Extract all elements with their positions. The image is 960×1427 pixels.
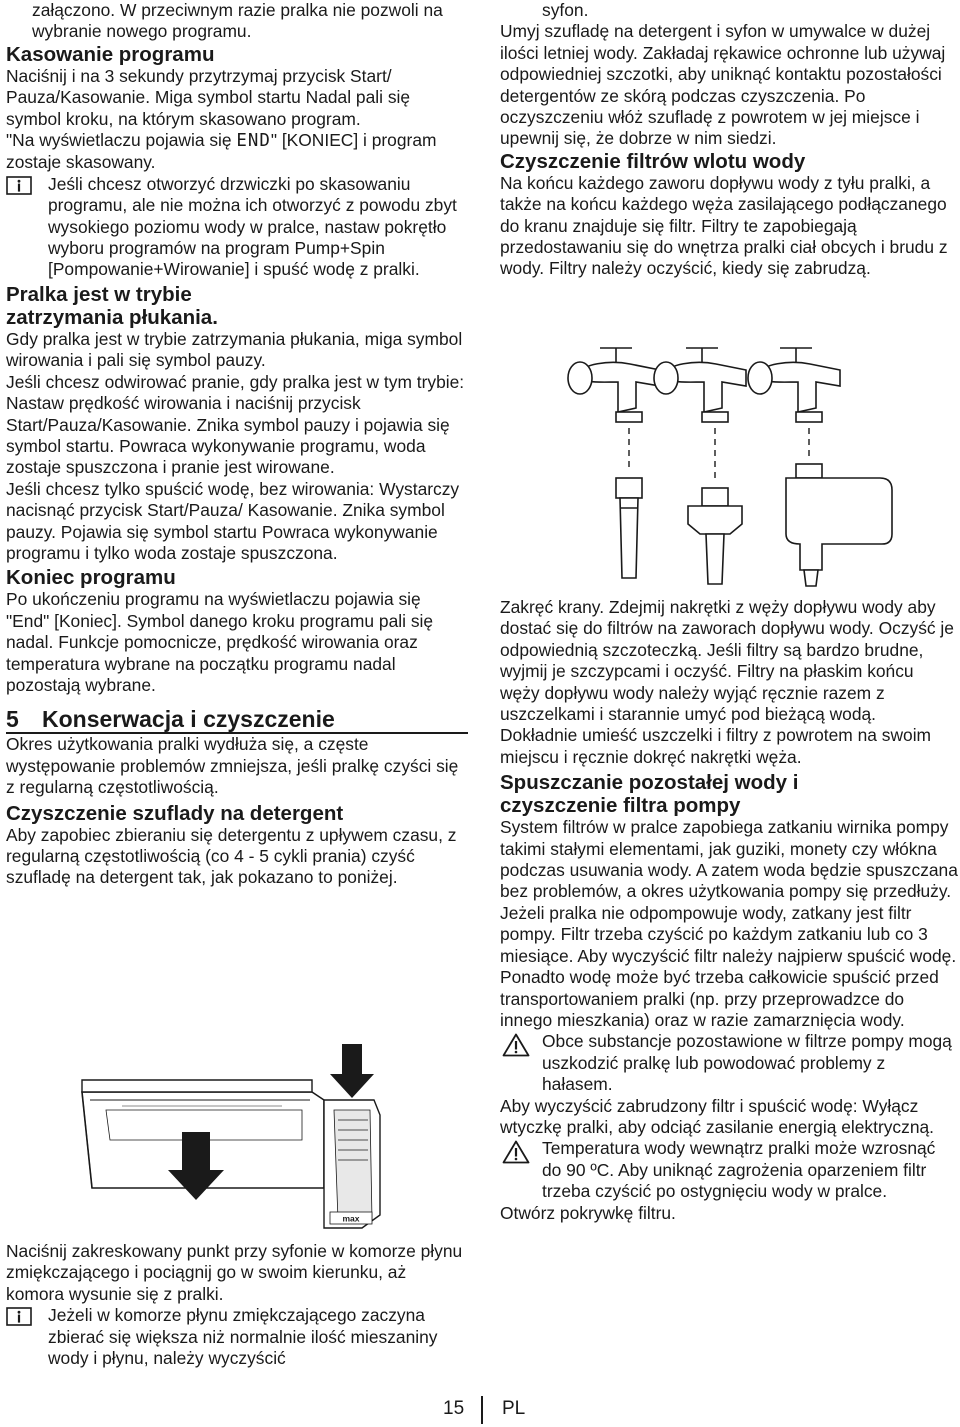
rinse-text-4: Jeśli chcesz tylko spuścić wodę, bez wirowania: Wystarczy nacisnąć przycisk Start/Pauza/ Kasowanie. Znika symbol pauzy. Pojawia się symbol startu Powraca wykonywanie programu i tylko woda zostaje spuszczona. xyxy=(6,478,460,563)
warning-icon xyxy=(502,1140,530,1164)
rinse-text-3: Nastaw prędkość wirowania i naciśnij przycisk Start/Pauza/Kasowanie. Znika symbol pauzy i pojawia się symbol startu. Powraca wykonywanie programu, woda zostaje spuszczona i pranie jest wirowane. xyxy=(6,393,450,478)
left-column xyxy=(6,0,468,889)
rinse-text-2: Jeśli chcesz odwirować pranie, gdy pralka jest w tym trybie: xyxy=(6,371,465,392)
info-note-siphon xyxy=(6,1305,468,1369)
info-icon xyxy=(6,1307,32,1326)
info-icon xyxy=(6,176,32,195)
heading-inlet-filters: Czyszczenie filtrów wlotu wody xyxy=(500,149,806,173)
unplug-text: Aby wyczyścić zabrudzony filtr i spuścić wodę: Wyłącz wtyczkę pralki, aby odciąć zasilanie energią elektryczną. xyxy=(500,1095,935,1137)
drawer-text: Aby zapobiec zbieraniu się detergentu z upływem czasu, z regularną częstotliwością (co 4 - 5 cykli prania) czyść szufladę na detergent tak, jak pokazano to poniżej. xyxy=(6,824,457,888)
intro-text: załączono. W przeciwnym razie pralka nie pozwoli na wybranie nowego programu. xyxy=(32,0,443,42)
section-number: 5 xyxy=(6,706,19,733)
pump-text-2: Jeżeli pralka nie odpompowuje wody, zatkany jest filtr pompy. Filtr trzeba czyścić po każdym zatkaniu lub co 3 miesiące. Aby wyczyścić filtr należy najpierw spuścić wodę. xyxy=(500,902,957,966)
drawer-figure xyxy=(62,1040,452,1240)
note-siphon-text: Jeżeli w komorze płynu zmiękczającego zaczyna zbierać się większa niż normalnie ilość mieszaniny wody i płynu, należy wyczyścić xyxy=(48,1305,438,1369)
cancel-text-2: "Na wyświetlaczu pojawia się END" [KONIEC] i program zostaje skasowany. xyxy=(6,130,437,173)
heading-pump-filter: Spuszczanie pozostałej wody i czyszczenie filtra pompy xyxy=(500,771,799,818)
heading-drawer-cleaning: Czyszczenie szuflady na detergent xyxy=(6,801,344,825)
note-cancel-text: Jeśli chcesz otworzyć drzwiczki po skasowaniu programu, ale nie można ich otworzyć z powodu zbyt wysokiego poziomu wody w pralce, nastaw pokrętło wyboru programów na program Pump+Spin [Pompowanie+Wirowanie] i spuść wodę z pralki. xyxy=(48,173,457,280)
section-5-intro: Okres użytkowania pralki wydłuża się, a częste występowanie problemów zmniejsza, jeśli pralkę czyści się z regularną częstotliwością. xyxy=(6,734,459,798)
warning-icon xyxy=(502,1033,530,1057)
left-column-bottom xyxy=(6,1241,468,1369)
siphon-continued: syfon. xyxy=(542,0,589,20)
taps-text: Zakręć krany. Zdejmij nakrętki z węży dopływu wody aby dostać się do filtrów na zaworach dopływu wody. Oczyść je odpowiednią szczoteczką. Jeśli filtry są bardzo brudne, wyjmij je szczypcami i oczyść. Filtry na płaskim końcu węży dopływu wody należy wyjąć ręcznie razem z uszczelkami i starannie umyć pod bieżącą wodą. Dokładnie umieść uszczelki i filtry z powrotem na swoim miejscu i ręcznie dokręć nakrętki węża. xyxy=(500,597,954,767)
filters-text: Na końcu każdego zaworu dopływu wody z tyłu pralki, a także na końcu każdego węża zasilającego podłączanego do kranu znajduje się filtr. Filtry te zapobiegają przedostawaniu się do wnętrza pralki ciał obcych i brudu z wody. Filtry należy oczyścić, kiedy się zabrudzą. xyxy=(500,172,948,279)
pump-text-3: Ponadto wodę może być trzeba całkowicie spuścić przed transportowaniem pralki (np. przy przeprowadzce do innego mieszkania) oraz w razie zamarznięcia wody. xyxy=(500,967,939,1030)
section-5-heading xyxy=(6,706,468,734)
footer-divider xyxy=(481,1396,483,1424)
rinse-text-1: Gdy pralka jest w trybie zatrzymania płukania, miga symbol wirowania i pali się symbol pauzy. xyxy=(6,328,463,371)
right-column-bottom xyxy=(500,597,958,1224)
taps-figure xyxy=(560,338,900,590)
end-text: Po ukończeniu programu na wyświetlaczu pojawia się "End" [Koniec]. Symbol danego kroku programu pali się nadal. Funkcje pomocnicze, prędkość wirowania oraz temperatura wybrane na początku programu nadal pozostają wybrane. xyxy=(6,589,434,695)
page-footer xyxy=(0,1396,960,1426)
info-note-cancel xyxy=(6,174,468,281)
max-label: max xyxy=(342,1213,360,1224)
section-title: Konserwacja i czyszczenie xyxy=(42,706,335,733)
pump-text-1: System filtrów w pralce zapobiega zatkaniu wirnika pompy takimi stałymi elementami, jak guziki, monety czy włókna podczas usuwania wody. A zatem woda będzie spuszczana bez problemów, a okres użytkowania pompy się przedłuży. xyxy=(500,817,958,902)
warning-2-text: Temperatura wody wewnątrz pralki może wzrosnąć do 90 ºC. Aby uniknąć zagrożenia oparzeniem filtr trzeba czyścić po ostygnięciu wody w pralce. xyxy=(542,1138,936,1202)
right-column xyxy=(500,0,958,280)
heading-cancel-program: Kasowanie programu xyxy=(6,42,215,66)
warning-hot-water xyxy=(500,1138,958,1202)
wash-text: Umyj szufladę na detergent i syfon w umywalce w dużej ilości letniej wody. Zakładaj rękawice ochronne lub używaj odpowiedniej szczotki, aby uniknąć kontaktu pozostałości detergentów ze skórą podczas czyszczenia. Po oczyszczeniu włóż szufladę z powrotem w jej miejsce i upewnij się, że dobrze w nim siedzi. xyxy=(500,21,946,149)
heading-rinse-hold: Pralka jest w trybie zatrzymania płukania. xyxy=(6,282,218,329)
siphon-text: Naciśnij zakreskowany punkt przy syfonie w komorze płynu zmiękczającego i pociągnij go w swoim kierunku, aż komora wysunie się z pralki. xyxy=(6,1241,463,1304)
end-display-glyph: END xyxy=(236,131,271,152)
warning-foreign-objects xyxy=(500,1031,958,1095)
heading-program-end: Koniec programu xyxy=(6,566,176,590)
cancel-text-1: Naciśnij i na 3 sekundy przytrzymaj przycisk Start/ Pauza/Kasowanie. Miga symbol startu Nadal pali się symbol kroku, na którym skasowano program. xyxy=(6,65,411,129)
open-filter-text: Otwórz pokrywkę filtru. xyxy=(500,1202,676,1223)
warning-1-text: Obce substancje pozostawione w filtrze pompy mogą uszkodzić pralkę lub powodować problemy z hałasem. xyxy=(542,1031,952,1095)
language-code: PL xyxy=(502,1398,526,1419)
page-number: 15 xyxy=(443,1398,465,1419)
